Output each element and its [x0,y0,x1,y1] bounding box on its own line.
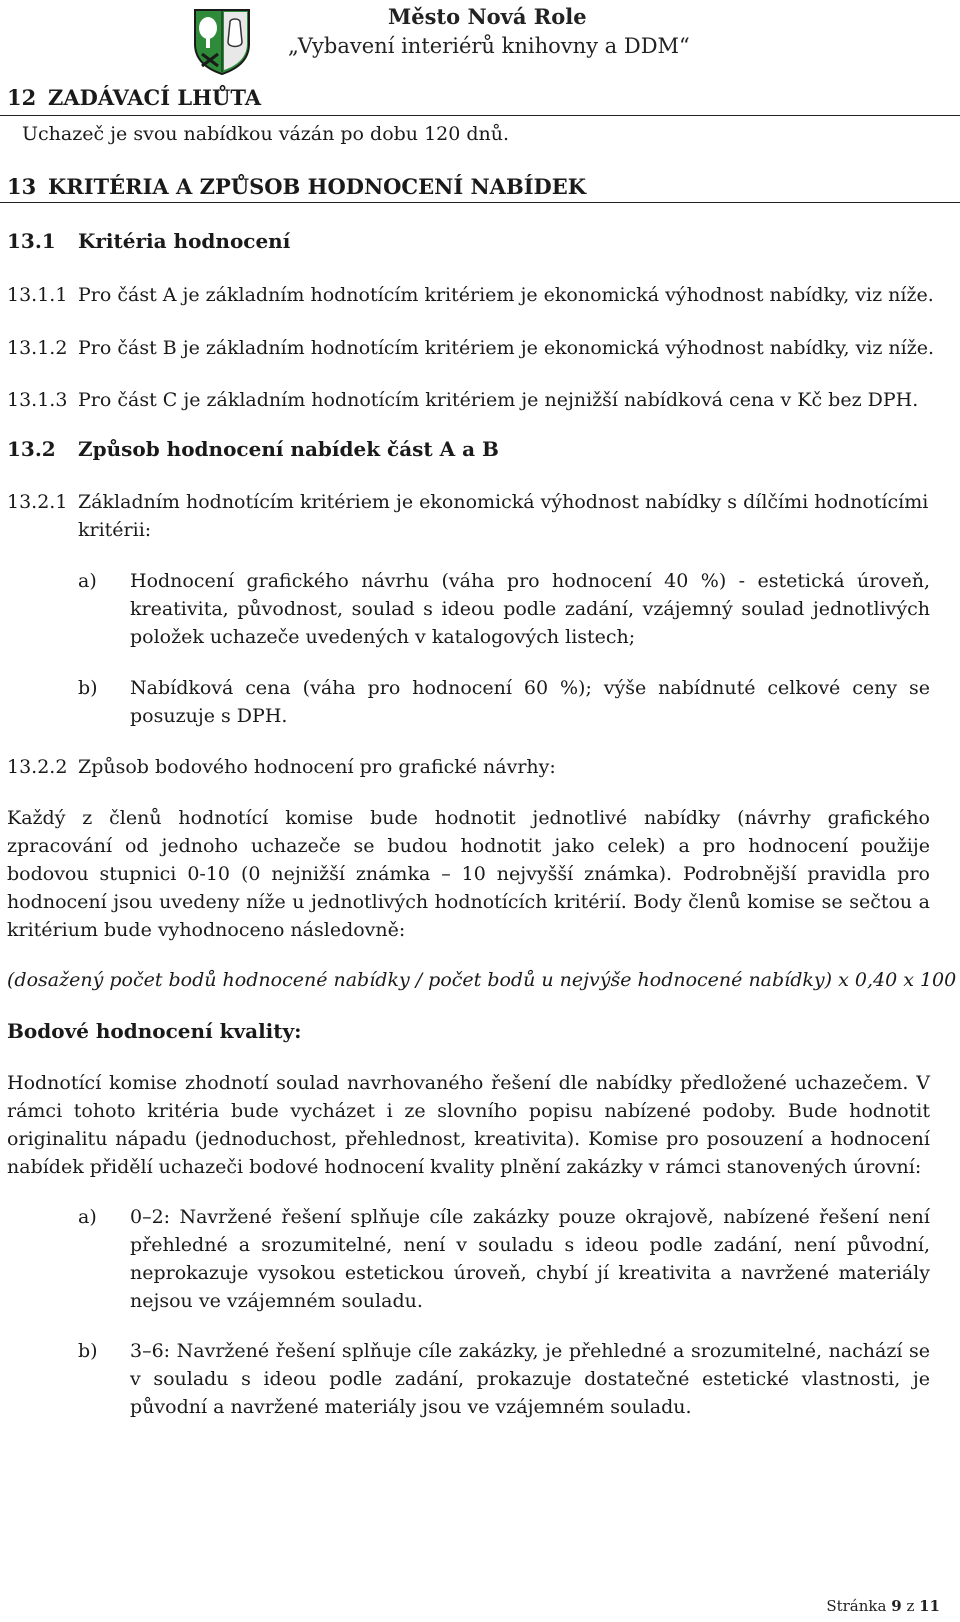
section-12-text: Uchazeč je svou nabídkou vázán po dobu 120 dnů. [22,123,510,145]
header-title: Město Nová Role [388,4,587,29]
page-footer [826,1597,940,1615]
footer-prefix: Stránka [826,1597,887,1615]
quality-paragraph: Hodnotící komise zhodnotí soulad navrhovaného řešení dle nabídky předložené uchazečem. V rámci tohoto kritéria bude vycházet i ze slovního popisu nabízené podoby. Bude hodnotit originalitu nápadu (jednoduchost, přehlednost, kreativita). Komise pro posouzení a hodnocení nabídek přidělí uchazeči bodové hodnocení kvality plnění zakázky v rámci stanovených úrovní: [7,1072,930,1178]
item-13-1-2-text: Pro část B je základním hodnotícím kritériem je ekonomická výhodnost nabídky, viz níže. [78,337,935,359]
item-13-2-2-number: 13.2.2 [7,756,68,778]
section-13-rule [0,202,960,203]
footer-page-number: 9 [891,1597,902,1615]
section-13-number: 13 [7,174,37,199]
section-12-number: 12 [7,85,37,110]
item-13-1-3-number: 13.1.3 [7,389,68,411]
item-13-1-3-text: Pro část C je základním hodnotícím kritériem je nejnižší nabídková cena v Kč bez DPH. [78,389,919,411]
subsection-13-1-title: Kritéria hodnocení [78,229,291,253]
subsection-13-2-title: Způsob hodnocení nabídek část A a B [78,437,499,461]
item-13-1-1-text: Pro část A je základním hodnotícím kritériem je ekonomická výhodnost nabídky, viz níže. [78,284,934,306]
quality-level-a-text: 0–2: Navržené řešení splňuje cíle zakázky pouze okrajově, nabízené řešení není přehledné a srozumitelné, není v souladu s ideou podle zadání, není původní, neprokazuje vysokou estetickou úroveň, chybí jí kreativita a navržené materiály nejsou ve vzájemném souladu. [130,1206,930,1312]
quality-title: Bodové hodnocení kvality: [7,1019,302,1043]
item-13-2-1-number: 13.2.1 [7,491,68,513]
item-13-2-1-line2: kritérii: [78,519,152,541]
scoring-paragraph: Každý z členů hodnotící komise bude hodnotit jednotlivé nabídky (návrhy grafického zpracování od jednoho uchazeče se budou hodnotit jako celek) a pro hodnocení použije bodovou stupnici 0-10 (0 nejnižší známka – 10 nejvyšší známka). Podrobnější pravidla pro hodnocení jsou uvedeny níže u jednotlivých hodnotících kritérií. Body členů komise se sečtou a kritérium bude vyhodnoceno následovně: [7,807,930,941]
footer-separator: z [906,1597,915,1615]
criterion-b-label: b) [78,677,98,699]
quality-level-a-label: a) [78,1206,97,1228]
item-13-1-1-number: 13.1.1 [7,284,68,306]
town-coat-of-arms-icon [192,6,252,76]
item-13-2-1-line1: Základním hodnotícím kritériem je ekonomická výhodnost nabídky s dílčími hodnotícími [78,491,929,513]
item-13-2-2-title: Způsob bodového hodnocení pro grafické návrhy: [78,756,556,778]
subsection-13-1-number: 13.1 [7,229,56,253]
subsection-13-2-number: 13.2 [7,437,56,461]
scoring-formula: (dosažený počet bodů hodnocené nabídky / počet bodů u nejvýše hodnocené nabídky) x 0,40 x 100 [7,969,957,991]
quality-level-b-text: 3–6: Navržené řešení splňuje cíle zakázky, je přehledné a srozumitelné, nachází se v souladu s ideou podle zadání, prokazuje dostatečné estetické vlastnosti, je původní a navržené materiály jsou ve vzájemném souladu. [130,1340,930,1418]
section-13-title: KRITÉRIA A ZPŮSOB HODNOCENÍ NABÍDEK [48,174,587,199]
quality-level-b-label: b) [78,1340,98,1362]
criterion-b-text: Nabídková cena (váha pro hodnocení 60 %); výše nabídnuté celkové ceny se posuzuje s DPH. [130,677,930,727]
item-13-1-2-number: 13.1.2 [7,337,68,359]
criterion-a-label: a) [78,570,97,592]
section-12-rule [0,115,960,116]
criterion-a-text: Hodnocení grafického návrhu (váha pro hodnocení 40 %) - estetická úroveň, kreativita, původnost, soulad s ideou podle zadání, vzájemný soulad jednotlivých položek uchazeče uvedených v katalogových listech; [130,570,930,648]
footer-total-pages: 11 [919,1597,940,1615]
section-12-title: ZADÁVACÍ LHŮTA [48,85,262,110]
header-subtitle: „Vybavení interiérů knihovny a DDM“ [288,34,690,58]
